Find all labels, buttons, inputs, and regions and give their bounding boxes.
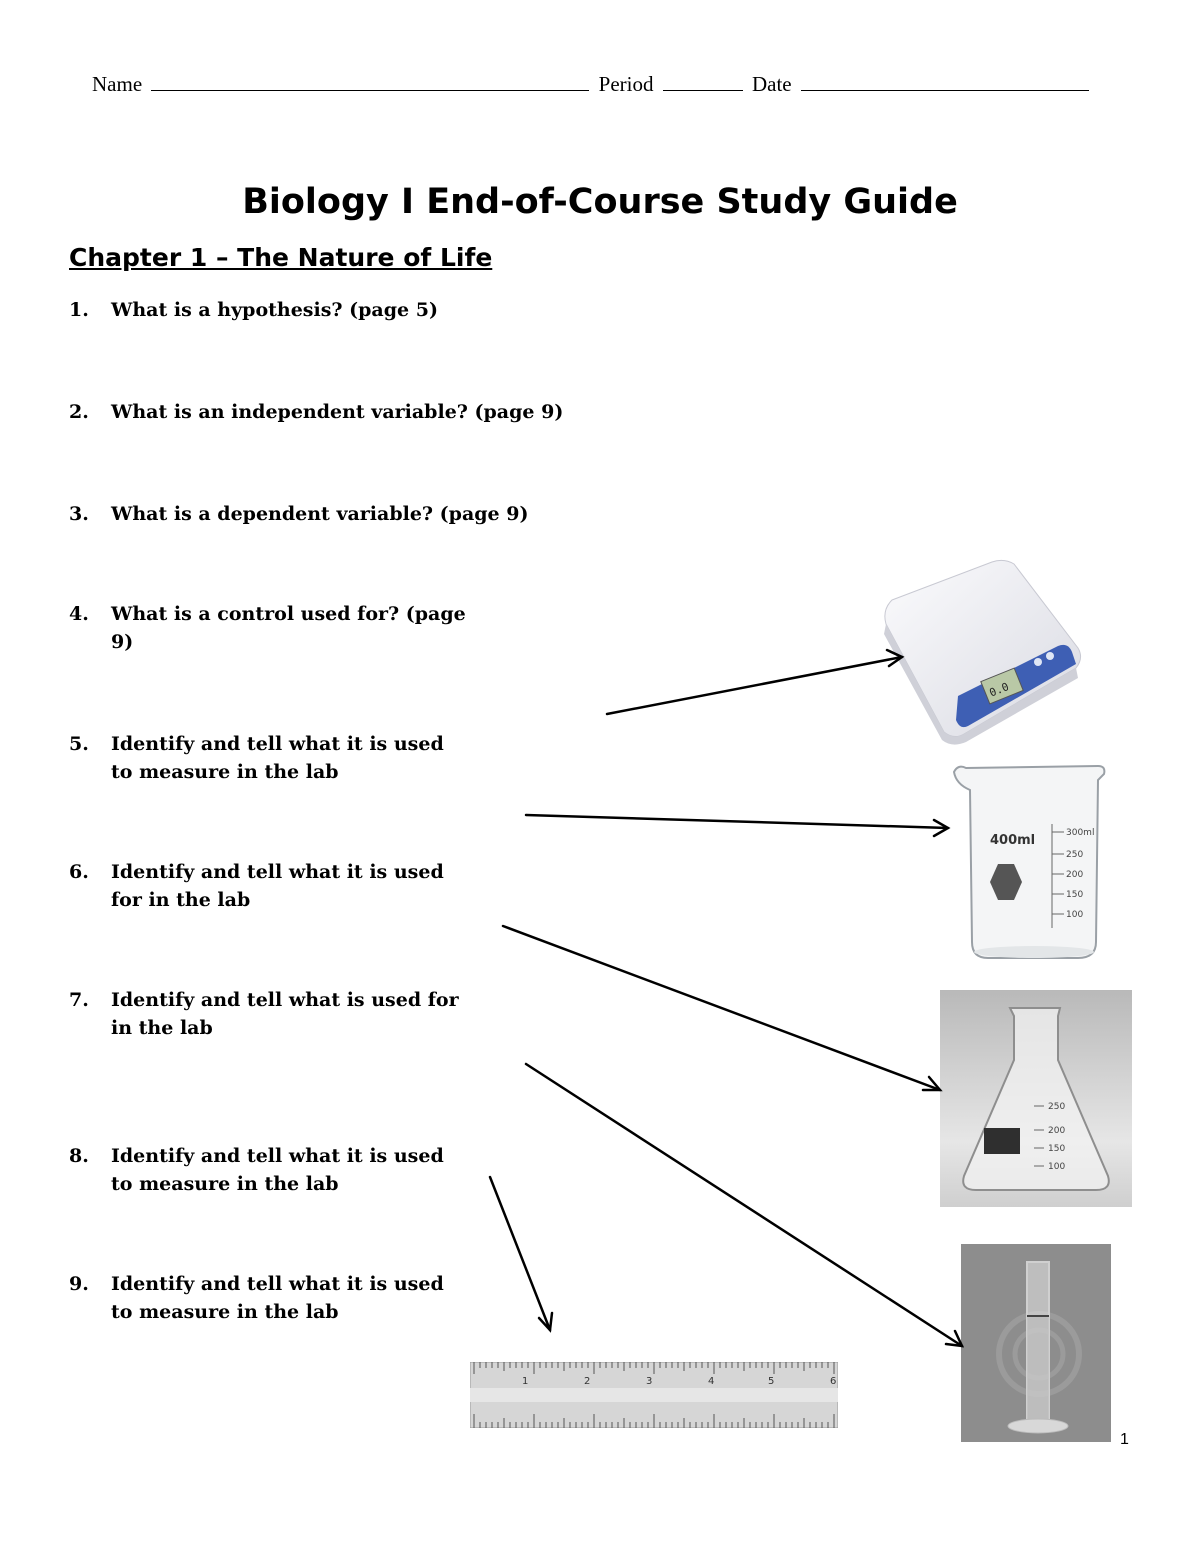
flask-mark-200: 200 <box>1048 1126 1066 1136</box>
arrow-to-cylinder <box>526 1064 962 1346</box>
question-number: 6. <box>69 861 89 883</box>
question-number: 7. <box>69 989 89 1011</box>
question-text: Identify and tell what it is used to measure in the lab <box>111 1273 444 1323</box>
beaker-mark-150: 150 <box>1066 890 1084 900</box>
flask-mark-100: 100 <box>1048 1162 1066 1172</box>
question-number: 4. <box>69 603 89 625</box>
arrow-to-flask <box>503 926 940 1090</box>
date-label: Date <box>751 72 792 96</box>
question-text: Identify and tell what it is used for in the lab <box>111 861 444 911</box>
beaker-mark-250: 250 <box>1066 850 1084 860</box>
ruler-number-6: 6 <box>830 1376 837 1387</box>
scale-display-text: 0.0 <box>987 680 1011 700</box>
arrow-to-ruler <box>490 1177 552 1330</box>
question-number: 5. <box>69 733 89 755</box>
chapter-heading: Chapter 1 – The Nature of Life <box>69 243 493 272</box>
question-number: 1. <box>69 299 89 321</box>
flask-mark-150: 150 <box>1048 1144 1066 1154</box>
ruler-number-5: 5 <box>768 1376 775 1387</box>
question-text: Identify and tell what it is used to measure in the lab <box>111 1145 444 1195</box>
name-label: Name <box>92 72 143 96</box>
question-text: What is a control used for? (page 9) <box>111 603 466 653</box>
question-number: 3. <box>69 503 89 525</box>
beaker-mark-100: 100 <box>1066 910 1084 920</box>
period-label: Period <box>598 72 654 96</box>
arrow-to-scale <box>607 650 902 714</box>
beaker-mark-300: 300ml <box>1066 828 1095 838</box>
ruler-number-4: 4 <box>708 1376 715 1387</box>
ruler-number-3: 3 <box>646 1376 653 1387</box>
page-title: Biology I End-of-Course Study Guide <box>242 182 958 222</box>
question-text: What is a dependent variable? (page 9) <box>111 503 529 525</box>
arrow-to-beaker <box>526 815 948 836</box>
beaker-mark-200: 200 <box>1066 870 1084 880</box>
question-text: Identify and tell what is used for in the lab <box>111 989 459 1039</box>
ruler-number-1: 1 <box>522 1376 529 1387</box>
question-text: What is an independent variable? (page 9) <box>111 401 564 423</box>
ruler-number-2: 2 <box>584 1376 591 1387</box>
page-number: 1 <box>1120 1431 1129 1448</box>
beaker-volume-label: 400ml <box>990 833 1036 848</box>
question-number: 2. <box>69 401 89 423</box>
question-text: What is a hypothesis? (page 5) <box>111 299 438 321</box>
question-text: Identify and tell what it is used to measure in the lab <box>111 733 444 783</box>
question-number: 9. <box>69 1273 89 1295</box>
flask-mark-250: 250 <box>1048 1102 1066 1112</box>
question-number: 8. <box>69 1145 89 1167</box>
